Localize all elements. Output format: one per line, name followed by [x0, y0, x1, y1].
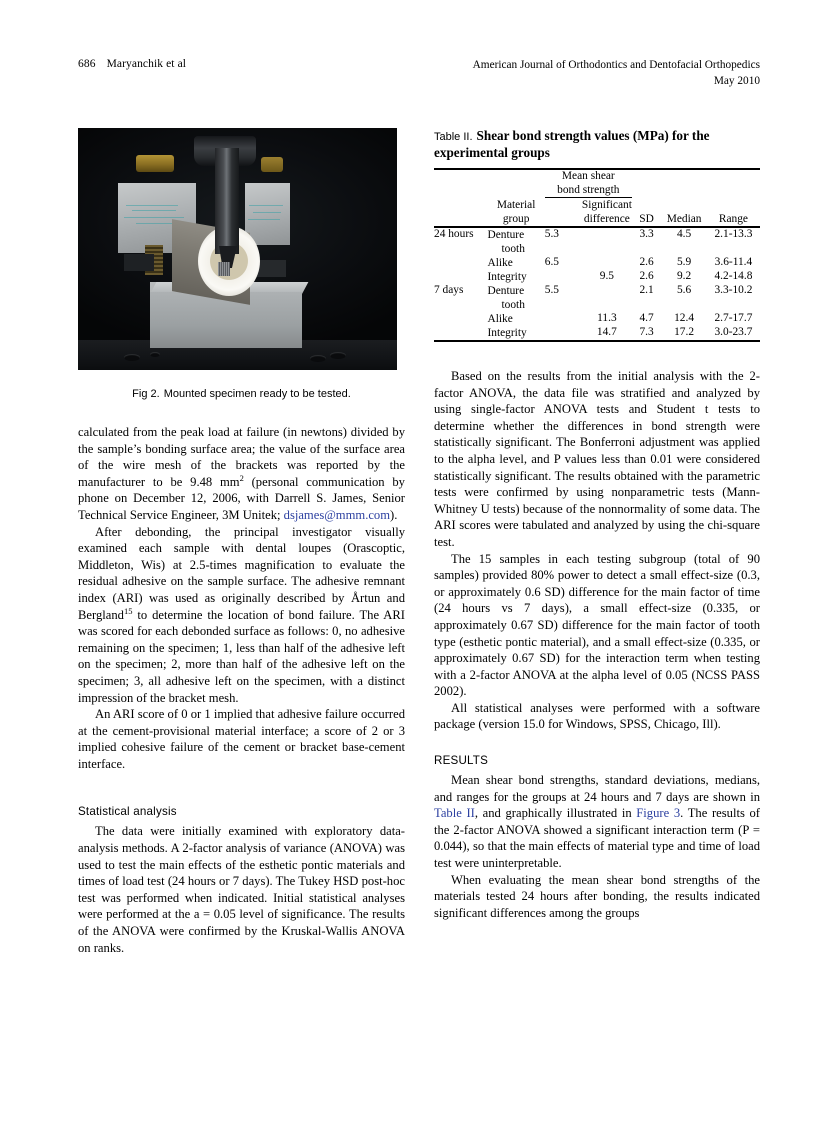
cell-sd: 3.3: [639, 228, 654, 240]
paragraph-text: , and graphically illustrated in: [474, 806, 637, 821]
material-line-2: tooth: [501, 299, 525, 311]
photo-plunger-shaft: [215, 148, 239, 254]
photo-scratch: [132, 210, 176, 211]
cell-sd: 2.6: [639, 256, 654, 268]
header-spacer: [632, 169, 661, 198]
table-foot: [434, 340, 760, 341]
paragraph: Based on the results from the initial analysis with the 2-factor ANOVA, the data file was stratified and analyzed by using single-factor ANOVA tests and Student t tests to determine whether the differences in bond strength were statistically significant. The Bonferroni adjustment was applied to the alpha level, and P values less than 0.01 were considered statistically significant. The results obtained with the parametric tests were confirmed by using nonparametric tests (Mann-Whitney U tests) because of the nonnormality of some data. The ARI scores were tabulated and analyzed by using the chi-square test.: [434, 369, 760, 549]
left-column: [78, 128, 405, 956]
header-line-2: group: [502, 212, 530, 225]
table-bottom-rule-row: [434, 340, 760, 341]
cell-material-group: [487, 284, 544, 312]
paragraph: [78, 424, 405, 524]
bench-hole-icon: [330, 352, 346, 359]
figure-2-caption: [78, 388, 405, 400]
photo-scratch: [248, 219, 280, 220]
photo-scratch: [126, 205, 178, 206]
cell-time: [434, 326, 487, 340]
header-line-1: Mean shear: [561, 170, 615, 182]
header-significant-difference: [582, 198, 632, 228]
cell-range: 2.7-17.7: [714, 312, 753, 324]
paragraph-text: . The results of the 2-factor ANOVA showed a significant interaction term (P = 0.044), so that the main effects of material type and time of load test were uninterpretable.: [434, 806, 760, 871]
table-row: [434, 326, 760, 340]
paragraph-text: (personal communication by phone on December 12, 2006, with Darrell S. James, Senior Technical Service Engineer, 3M Unitek;: [78, 474, 405, 522]
cell-range: 3.6-11.4: [714, 256, 753, 268]
cell-material-group: Alike: [487, 257, 513, 269]
photo-mounted-bracket: [218, 262, 230, 276]
header-line-1: Material: [496, 198, 536, 211]
bench-hole-icon: [310, 355, 326, 362]
header-spacer: [434, 169, 487, 198]
cell-range: 2.1-13.3: [714, 228, 753, 240]
figure-caption-text: Mounted specimen ready to be tested.: [163, 388, 351, 400]
photo-vise-jaw-right: [245, 183, 290, 245]
header-sd: SD: [639, 213, 654, 225]
table-row: [434, 270, 760, 284]
photo-scratch: [136, 223, 174, 224]
cell-sd: 2.1: [639, 284, 654, 296]
table-row: [434, 227, 760, 256]
header-spacer: [661, 169, 707, 198]
table-header-row: [434, 198, 760, 228]
figure-2: [78, 128, 405, 400]
cell-significant-difference: [582, 227, 632, 256]
paragraph: [78, 524, 405, 707]
heading-results: RESULTS: [434, 754, 489, 768]
cell-significant-difference: 9.5: [599, 270, 614, 282]
table-label: Table II.: [434, 131, 473, 143]
paragraph: The data were initially examined with exploratory data-analysis methods. A 2-factor analysis of variance (ANOVA) was used to test the main effects of the esthetic pontic materials and times of load test (24 hours or 7 days). The Tukey HSD post-hoc test was performed when indicated. Initial statistical analyses were performed at the a = 0.05 level of significance. The results of the ANOVA were confirmed by the Kruskal-Wallis ANOVA on ranks.: [78, 824, 405, 955]
header-mean-value: [545, 198, 582, 228]
table-bottom-rule: [434, 340, 760, 341]
header-median: Median: [666, 213, 702, 225]
photo-scratch: [249, 205, 283, 206]
header-spacer: [707, 169, 760, 198]
header-range: Range: [718, 213, 748, 225]
right-column-body-2: [434, 772, 760, 921]
page-number: 686: [78, 58, 96, 70]
cell-time: 7 days: [434, 284, 464, 296]
cell-time: [434, 256, 487, 270]
table-row: [434, 284, 760, 312]
paragraph: The 15 samples in each testing subgroup (total of 90 samples) provided 80% power to detect a small effect-size (0.3, or approximately 0.6 SD) difference for the main factor of time (24 hours vs 7 days), a small effect-size (0.335, or approximately 0.67 SD) difference for the main factor of tooth type (esthetic pontic material), and a small effect-size (0.335, or approximately 0.67 SD) for the interaction term when testing with a 2-factor ANOVA at the alpha level of 0.05 (NCSS PASS 2002).: [434, 551, 760, 699]
table-cross-reference-link[interactable]: Table II: [434, 806, 475, 821]
running-head-left: [78, 58, 186, 70]
paragraph-text: calculated from the peak load at failure (in newtons) divided by the sample’s bonding surface area; the value of the surface area of the wire mesh of the brackets was reported by the manufacturer to be 9.48 mm: [78, 425, 405, 489]
paragraph-text: After debonding, the principal investigator visually examined each sample with dental loupes (Orascoptic, Middleton, Wis) at 2.5-times magnification to evaluate the residual adhesive on the sample surface. The adhesive remnant index (ARI) was used as originally described by Årtun and Bergland: [78, 524, 405, 622]
header-material-group: [487, 198, 544, 228]
running-head: [78, 58, 760, 98]
cell-mean: 5.5: [544, 284, 560, 296]
superscript: 2: [239, 472, 244, 483]
cell-time: 24 hours: [434, 228, 474, 240]
photo-bracket-left: [124, 254, 154, 271]
paragraph: When evaluating the mean shear bond strengths of the materials tested 24 hours after bonding, the results indicated significant differences among the groups: [434, 872, 760, 920]
right-column: [434, 128, 760, 921]
cell-range: 3.0-23.7: [714, 326, 753, 338]
reference-marker: 15: [123, 605, 133, 616]
cell-mean: 5.3: [544, 228, 560, 240]
cell-mean: [545, 270, 582, 284]
cell-mean: 6.5: [544, 256, 560, 268]
figure-label: Fig 2.: [132, 388, 160, 400]
cell-median: 5.9: [676, 256, 692, 268]
header-line-2: difference: [583, 213, 630, 225]
material-line-1: Denture: [487, 229, 525, 241]
cell-material-group: Alike: [487, 313, 513, 325]
paragraph-text: to determine the location of bond failure. The ARI was scored for each debonded surface as follows: 0, no adhesive remaining on the specimen; 1, less than half of the adhesive left on the specimen; 2, more than half of the adhesive left on the specimen; 3, all adhesive left on the specimen, with a distinct impression of the bracket mesh.: [78, 607, 405, 705]
running-head-right: [473, 58, 760, 89]
cell-material-group: [487, 227, 544, 256]
table-2: [434, 168, 760, 342]
cell-significant-difference: 11.3: [597, 312, 617, 324]
cell-significant-difference: [582, 256, 632, 270]
left-column-body: [78, 424, 405, 772]
table-header-span-row: [434, 169, 760, 198]
cell-significant-difference: [582, 284, 632, 312]
table-2-caption: [434, 128, 760, 161]
header-mean-shear-bond-strength: [545, 169, 632, 198]
header-blank: [434, 198, 487, 228]
cell-sd: 7.3: [639, 326, 654, 338]
bench-hole-icon: [124, 354, 140, 361]
cell-median: 12.4: [674, 312, 695, 324]
cell-mean: [545, 326, 582, 340]
journal-name: American Journal of Orthodontics and Dentofacial Orthopedics: [472, 59, 760, 71]
header-line-2: bond strength: [557, 183, 620, 196]
cell-time: [434, 312, 487, 326]
table-body: [434, 227, 760, 340]
table-head: [434, 169, 760, 227]
cell-material-group: Integrity: [487, 327, 527, 339]
cell-sd: 4.7: [639, 312, 654, 324]
cell-range: 3.3-10.2: [714, 284, 753, 296]
figure-cross-reference-link[interactable]: Figure 3: [636, 806, 681, 821]
right-column-body: [434, 368, 760, 733]
cell-median: 9.2: [676, 270, 692, 282]
cell-material-group: Integrity: [487, 271, 527, 283]
photo-scratch: [253, 212, 281, 213]
paragraph-text: Mean shear bond strengths, standard deviations, medians, and ranges for the groups at 24 hours and 7 days are shown in: [434, 773, 760, 804]
material-line-1: Denture: [487, 285, 525, 297]
cell-sd: 2.6: [639, 270, 654, 282]
cell-significant-difference: 14.7: [596, 326, 617, 338]
cell-median: 17.2: [674, 326, 695, 338]
issue-date: May 2010: [713, 74, 760, 87]
bench-hole-icon: [150, 352, 160, 357]
photo-brass-knob-left: [136, 155, 174, 172]
paragraph: An ARI score of 0 or 1 implied that adhesive failure occurred at the cement-provisional material interface; a score of 2 or 3 implied cohesive failure of the cement or bracket base-cement interface.: [78, 707, 405, 771]
paragraph-text: ).: [390, 507, 398, 522]
email-link[interactable]: dsjames@mmm.com: [283, 507, 391, 522]
material-line-2: tooth: [501, 243, 525, 255]
cell-median: 4.5: [676, 228, 692, 240]
photo-scratch: [124, 217, 184, 218]
paragraph: All statistical analyses were performed with a software package (version 15.0 for Windows, SPSS, Chicago, Ill).: [434, 700, 760, 732]
cell-median: 5.6: [676, 284, 692, 296]
cell-time: [434, 270, 487, 284]
table-title: Shear bond strength values (MPa) for the experimental groups: [434, 128, 710, 160]
header-spacer: [487, 169, 544, 198]
table-row: [434, 312, 760, 326]
photo-brass-knob-right: [261, 157, 283, 172]
table-row: [434, 256, 760, 270]
cell-range: 4.2-14.8: [714, 270, 753, 282]
left-column-body-2: [78, 823, 405, 956]
figure-2-photo: [78, 128, 397, 370]
heading-statistical-analysis: Statistical analysis: [78, 805, 177, 819]
paragraph: [434, 772, 760, 872]
running-head-authors: Maryanchik et al: [106, 58, 187, 70]
header-line-1: Significant: [581, 199, 632, 211]
cell-mean: [545, 312, 582, 326]
